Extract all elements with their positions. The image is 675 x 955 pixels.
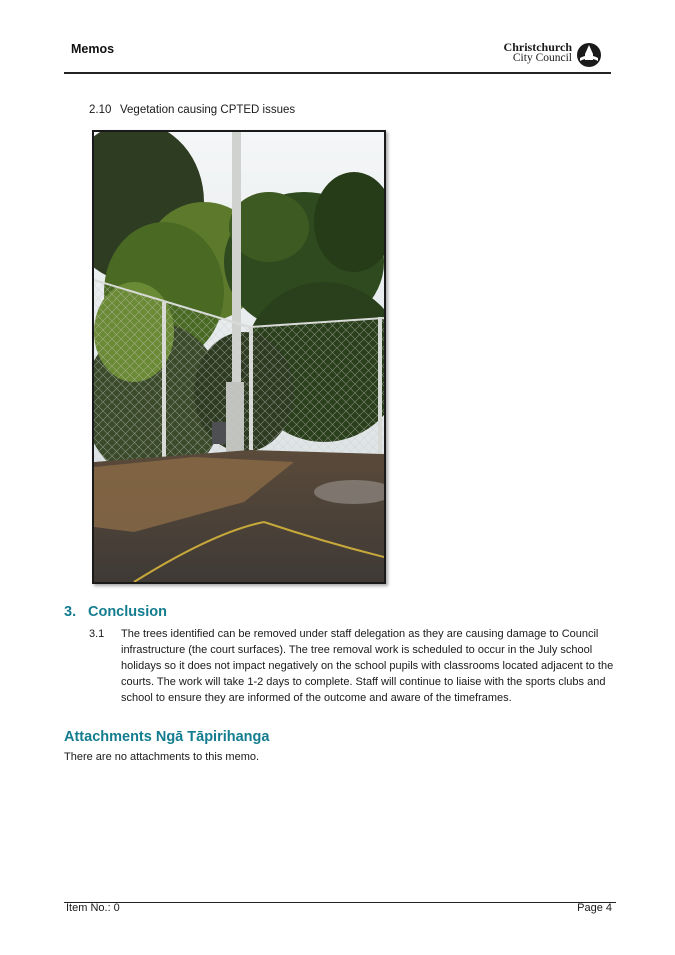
logo-text [504,42,572,64]
header-title: Memos [71,42,115,56]
paragraph-text: The trees identified can be removed under staff delegation as they are causing damage to Council infrastructure (the court surfaces). The tree removal work is scheduled to occur in the July school holidays so it does not impact negatively on the school pupils with classrooms located adjacent to the courts. The work will take 1-2 days to complete. Staff will continue to liaise with the sports clubs and school to ensure they are informed of the outcome and aware of the timeframes. [121,628,614,704]
vegetation-photo-illustration [94,132,384,582]
subsection-number: 2.10 [89,104,112,116]
footer-item-number: Item No.: 0 [66,902,120,914]
section-title: Conclusion [88,604,167,620]
subsection-title: Vegetation causing CPTED issues [120,104,296,116]
conclusion-paragraph [89,626,619,706]
logo-line-2: City Council [512,52,572,64]
attachments-heading: Attachments Ngā Tāpirihanga [64,729,270,745]
council-logo [496,42,602,70]
subsection-2-10 [89,104,295,116]
logo-line-1: Christchurch [503,40,572,54]
vegetation-photo [92,130,386,584]
footer-page-number: Page 4 [577,902,612,914]
footer-rule [64,902,616,903]
attachments-text: There are no attachments to this memo. [64,751,260,763]
conclusion-heading [64,604,167,620]
header-rule [64,72,611,74]
cathedral-icon [576,42,602,68]
section-number: 3. [64,604,77,620]
paragraph-number: 3.1 [89,628,105,640]
